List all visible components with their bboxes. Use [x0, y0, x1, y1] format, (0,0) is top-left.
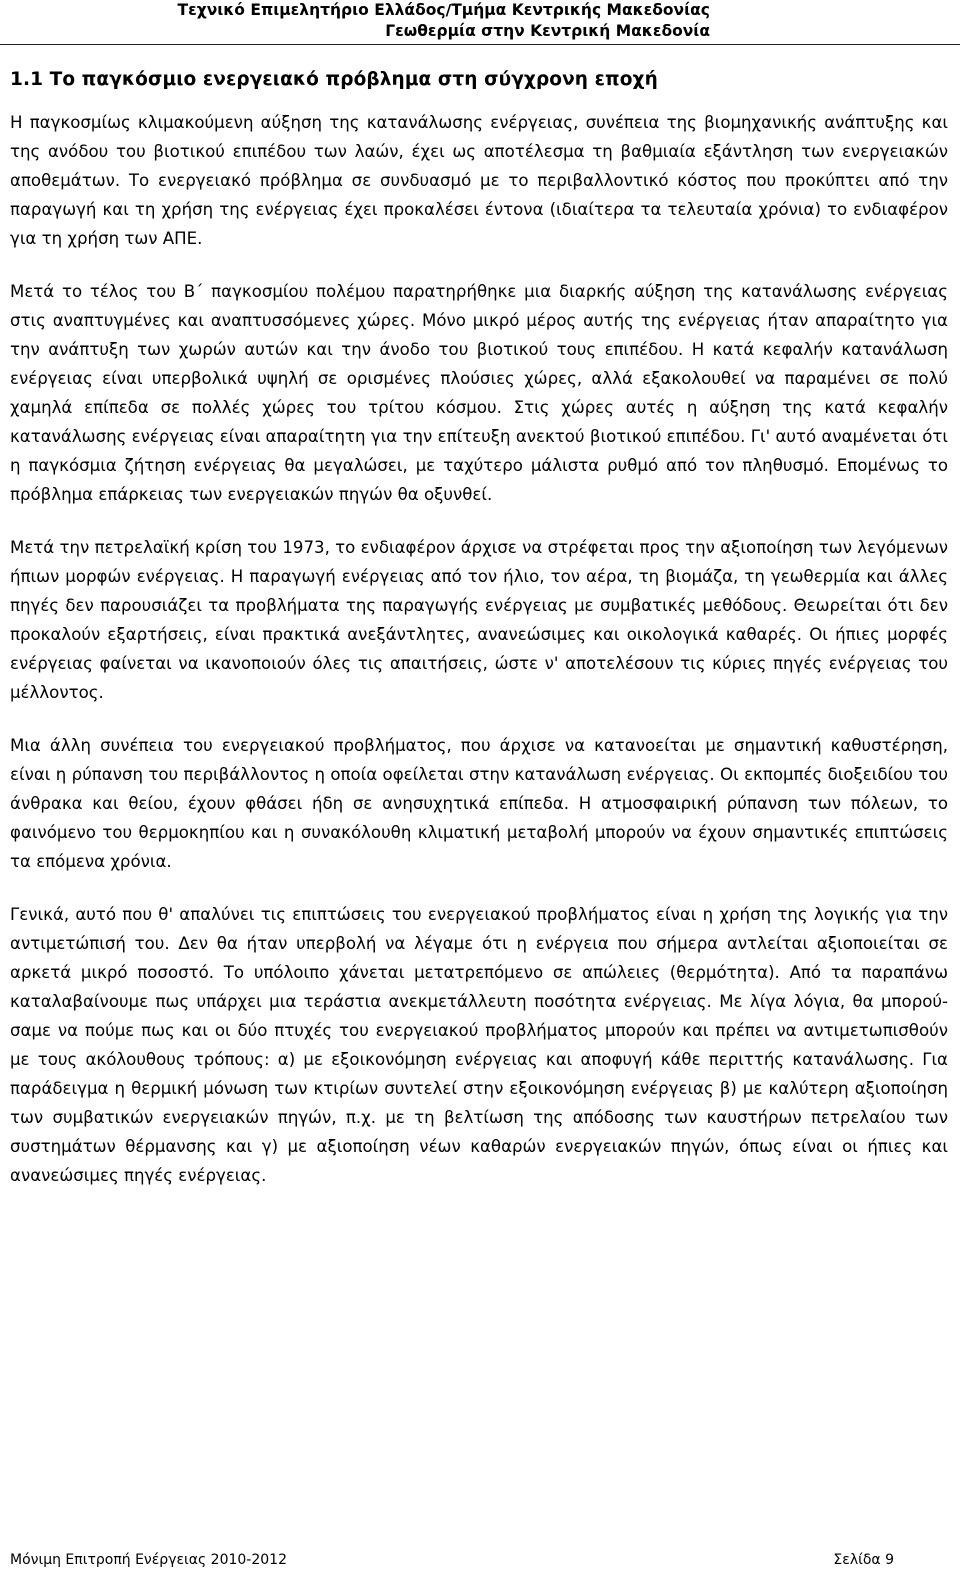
footer-committee: Μόνιμη Επιτροπή Ενέργειας 2010-2012	[10, 1552, 287, 1568]
paragraph: Μετά την πετρελαϊκή κρίση του 1973, το ενδιαφέρον άρχισε να στρέφεται προς την αξιοποίηση των λεγόμενων ήπιων μορφών ενέργειας. Η παραγωγή ενέργειας από τον ήλιο, τον αέρα, τη βιομάζα, τη γεωθερμία και άλλες πηγές δεν παρουσιάζει τα προβλήματα της παραγωγής ενέργειας με συμβατικές μεθόδους. Θεωρείται ότι δεν προκαλούν εξαρτήσεις, είναι πρακτικά ανεξάντλητες, ανανεώσιμες και οικολογικά καθαρές. Οι ήπιες μορφές ενέργειας φαίνεται να ικανοποιούν όλες τις απαιτήσεις, ώστε ν' αποτελέσουν τις κύριες πηγές ενέργειας του μέλλοντος.	[10, 538, 948, 702]
header-document-title: Γεωθερμία στην Κεντρική Μακεδονία	[385, 22, 710, 40]
header-divider	[0, 44, 960, 45]
paragraph: Μετά το τέλος του Β΄ παγκοσμίου πολέμου παρατηρήθηκε μια διαρκής αύξηση της κατανάλωσης ενέργειας στις αναπτυγμένες και αναπτυσσόμενες χώρες. Μόνο μικρό μέρος αυτής της ενέργειας ήταν απαραίτητο για την ανάπτυξη των χωρών αυτών και την άνοδο του βιοτικού τους επιπέδου. Η κατά κεφαλήν κατανάλωση ενέργειας είναι υπερβολικά υψηλή σε ορισμένες πλούσιες χώρες, αλλά εξακολουθεί να παραμένει σε πολύ χαμηλά επίπεδα σε πολλές χώρες του τρίτου κόσμου. Στις χώρες αυτές η αύξηση της κατά κεφαλήν κατανάλωσης ενέργειας είναι απαραίτητη για την επίτευξη ανεκτού βιοτικού επιπέδου. Γι' αυτό αναμένεται ότι η παγκόσμια ζήτηση ενέργειας θα μεγαλώσει, με ταχύτερο μάλιστα ρυθμό από τον πληθυσμό. Επομένως το πρόβλημα επάρκειας των ενεργειακών πηγών θα οξυνθεί.	[10, 282, 948, 504]
page-header	[178, 0, 711, 42]
paragraph: Μια άλλη συνέπεια του ενεργειακού προβλήματος, που άρχισε να κατανοείται με σημαντική καθυστέρηση, είναι η ρύπανση του περιβάλλοντος η οποία οφείλεται στην κατανάλωση ενέργειας. Οι εκπομπές διοξειδίου του άνθρακα και θείου, έχουν φθάσει ήδη σε ανησυχητικά επίπεδα. Η ατμοσφαιρική ρύπανση των πόλεων, το φαινόμενο του θερμοκηπίου και η συνακόλουθη κλιματική μεταβολή μπορούν να έχουν σημαντικές επιπτώσεις τα επόμενα χρόνια.	[10, 736, 948, 871]
section-title: 1.1 Το παγκόσμιο ενεργειακό πρόβλημα στη σύγχρονη εποχή	[10, 69, 658, 90]
body-text	[10, 108, 948, 1214]
page-number: Σελίδα 9	[833, 1552, 894, 1568]
header-organization: Τεχνικό Επιμελητήριο Ελλάδος/Τμήμα Κεντρικής Μακεδονίας	[177, 1, 710, 19]
paragraph: Η παγκοσμίως κλιμακούμενη αύξηση της κατανάλωσης ενέργειας, συνέπεια της βιομηχανικής ανάπτυξης και της ανόδου του βιοτικού επιπέδου των λαών, έχει ως αποτέλεσμα τη βαθμιαία εξάντληση των ενεργειακών αποθεμάτων. Το ενεργειακό πρόβλημα σε συνδυασμό με το περιβαλλοντικό κόστος που προκύπτει από την παραγωγή και τη χρήση της ενέργειας έχει προκαλέσει έντονα (ιδιαίτερα τα τελευταία χρόνια) το ενδιαφέρον για τη χρήση των ΑΠΕ.	[10, 113, 948, 248]
paragraph: Γενικά, αυτό που θ' απαλύνει τις επιπτώσεις του ενεργειακού προβλήματος είναι η χρήση της λογικής για την αντιμετώπισή του. Δεν θα ήταν υπερβολή να λέγαμε ότι η ενέργεια που σήμερα αντλείται αξιοποιείται σε αρκετά μικρό ποσοστό. Το υπόλοιπο χάνεται μετατρεπόμενο σε απώλειες (θερμότητα). Από τα παραπάνω καταλαβαίνουμε πως υπάρχει μια τεράστια ανεκμετάλλευτη ποσότητα ενέργειας. Με λίγα λόγια, θα μπορούσαμε να πούμε πως και οι δύο πτυχές του ενεργειακού προβλήματος μπορούν και πρέπει να αντιμετωπισθούν με τους ακόλουθους τρόπους: α) με εξοικονόμηση ενέργειας και αποφυγή κάθε περιττής κατανάλωσης. Για παράδειγμα η θερμική μόνωση των κτιρίων συντελεί στην εξοικονόμηση ενέργειας β) με καλύτερη αξιοποίηση των συμβατικών ενεργειακών πηγών, π.χ. με τη βελτίωση της απόδοσης των καυστήρων πετρελαίου των συστημάτων θέρμανσης και γ) με αξιοποίηση νέων καθαρών ενεργειακών πηγών, όπως είναι οι ήπιες και ανανεώσιμες πηγές ενέργειας.	[10, 905, 948, 1185]
